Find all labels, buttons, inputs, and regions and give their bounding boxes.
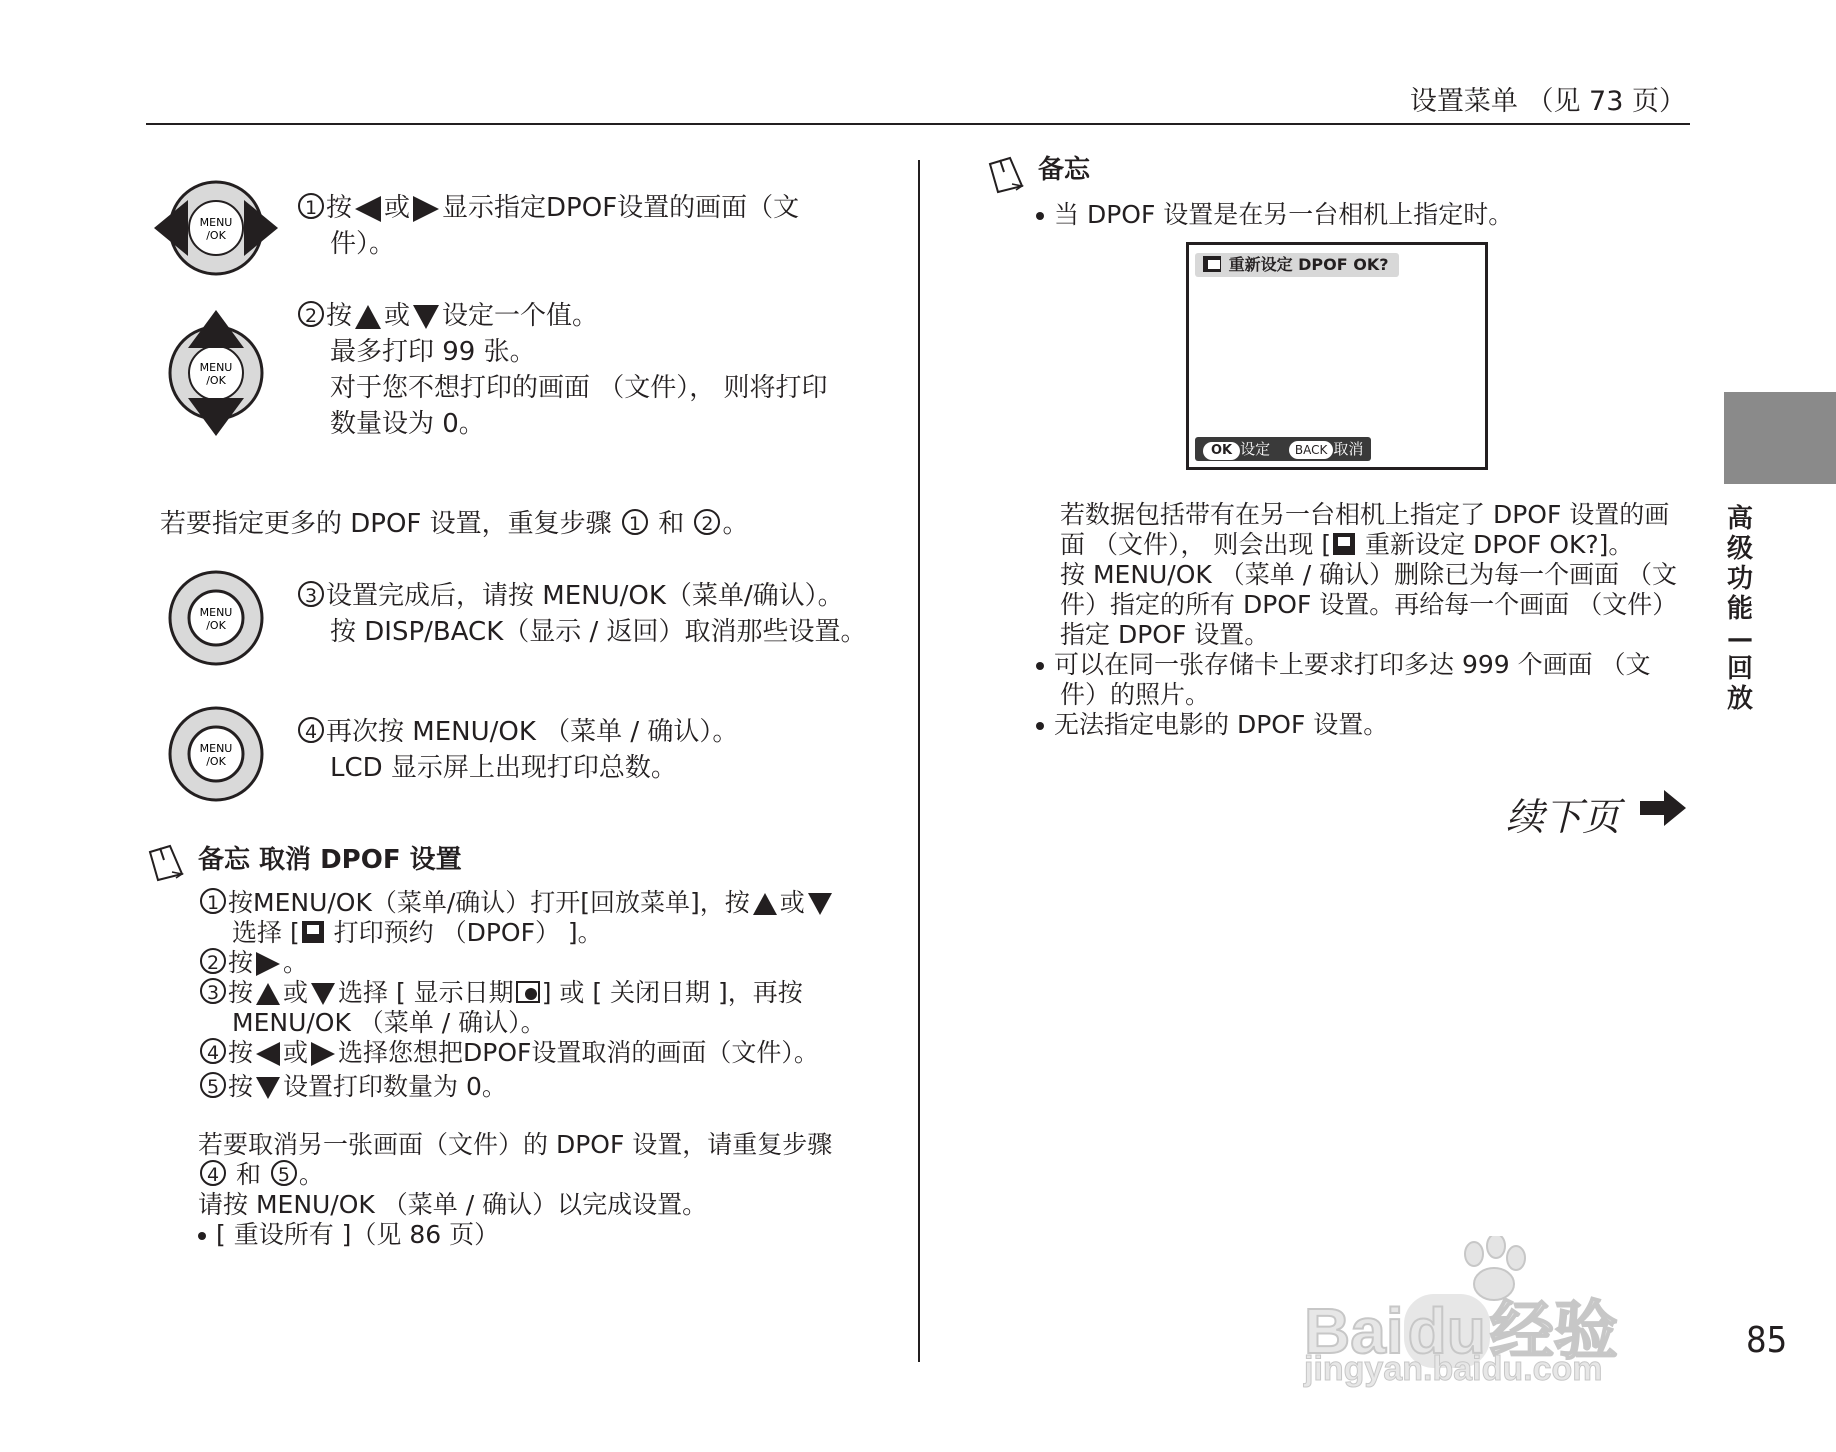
header-title: 设置菜单 （见 73 页） xyxy=(1409,86,1686,117)
step-3-line-2: 按 DISP/BACK（显示 / 返回）取消那些设置。 xyxy=(330,617,867,647)
memo-para-2: 4 和 5 。 xyxy=(198,1160,324,1190)
continue-label: 续下页 xyxy=(1506,795,1621,839)
up-arrow-icon xyxy=(355,305,381,329)
right-para-line-4: 件）指定的所有 DPOF 设置。再给每一个画面 （文件） xyxy=(1060,590,1678,619)
right-bullet-2: 可以在同一张存储卡上要求打印多达 999 个画面 （文 xyxy=(1036,650,1651,680)
date-icon xyxy=(516,981,540,1003)
right-memo-title: 备忘 xyxy=(1038,155,1091,185)
step-number: 4 xyxy=(298,717,324,743)
memo-title: 备忘 取消 DPOF 设置 xyxy=(198,845,462,875)
memo-step-3-line-2: MENU/OK （菜单 / 确认）。 xyxy=(232,1008,546,1037)
lcd-footer: OK 设定 BACK 取消 xyxy=(1195,437,1371,461)
bullet xyxy=(1036,722,1044,730)
bullet xyxy=(1036,662,1044,670)
svg-text:MENU: MENU xyxy=(199,216,233,229)
memo-step-2: 2 按 。 xyxy=(198,948,308,978)
bullet xyxy=(198,1232,206,1240)
right-arrow-icon xyxy=(413,196,439,222)
repeat-instruction: 若要指定更多的 DPOF 设置，重复步骤 1 和 2 。 xyxy=(160,509,749,539)
memo-para-1: 若要取消另一张画面（文件）的 DPOF 设置，请重复步骤 xyxy=(198,1130,833,1159)
column-divider xyxy=(918,160,920,1362)
memo-note-icon xyxy=(986,154,1026,194)
down-arrow-icon xyxy=(256,1077,280,1099)
down-arrow-icon xyxy=(808,893,832,915)
memo-step-1-line-1: 1 按MENU/OK（菜单/确认）打开[回放菜单]，按 或 xyxy=(198,888,835,918)
right-bullet-2-cont: 件）的照片。 xyxy=(1060,680,1211,709)
right-para-line-5: 指定 DPOF 设置。 xyxy=(1060,620,1270,649)
watermark-url: jingyan.baidu.com xyxy=(1304,1350,1603,1388)
bullet xyxy=(1036,212,1044,220)
memo-step-3-line-1: 3 按 或 选择 [ 显示日期 ] 或 [ 关闭日期 ]，再按 xyxy=(198,978,803,1008)
page-number: 85 xyxy=(1746,1320,1788,1361)
memo-step-4: 4 按 或 选择您想把DPOF设置取消的画面（文件）。 xyxy=(198,1038,819,1068)
step-1-line-2: 件）。 xyxy=(330,229,396,259)
step-number: 1 xyxy=(298,193,324,219)
memo-para-3: 请按 MENU/OK （菜单 / 确认）以完成设置。 xyxy=(198,1190,708,1219)
memo-step-5: 5 按 设置打印数量为 0。 xyxy=(198,1072,507,1102)
svg-text:/OK: /OK xyxy=(206,229,226,242)
print-order-icon xyxy=(1333,533,1355,555)
dpad-up-down-icon xyxy=(166,308,266,438)
step-3-line-1: 3 设置完成后，请按 MENU/OK（菜单/确认）。 xyxy=(296,578,844,614)
step-4-line-1: 4 再次按 MENU/OK （菜单 / 确认）。 xyxy=(296,714,738,750)
down-arrow-icon xyxy=(413,305,439,329)
print-order-icon xyxy=(302,921,324,943)
arrow-right-icon xyxy=(1640,790,1686,826)
step-number: 2 xyxy=(298,301,324,327)
memo-bullet-reset: [ 重设所有 ]（见 86 页） xyxy=(198,1220,499,1250)
dpad-menu-ok-icon xyxy=(166,568,266,668)
right-arrow-icon xyxy=(256,952,280,976)
step-2-line-4: 数量设为 0。 xyxy=(330,409,485,439)
down-arrow-icon xyxy=(311,983,335,1005)
svg-text:MENU: MENU xyxy=(199,742,233,755)
header-rule xyxy=(146,123,1690,125)
step-2-line-2: 最多打印 99 张。 xyxy=(330,337,536,367)
ok-key-icon: OK xyxy=(1203,442,1240,460)
step-2-line-1: 2 按 或 设定一个值。 xyxy=(296,298,598,334)
back-key-icon: BACK xyxy=(1289,441,1333,459)
svg-text:/OK: /OK xyxy=(206,374,226,387)
dpad-left-right-icon xyxy=(150,178,282,278)
left-arrow-icon xyxy=(355,196,381,222)
lcd-banner: 重新设定 DPOF OK? xyxy=(1195,253,1399,277)
right-arrow-icon xyxy=(311,1042,335,1066)
up-arrow-icon xyxy=(256,983,280,1005)
up-arrow-icon xyxy=(753,893,777,915)
step-1-line-1: 1 按 或 显示指定DPOF设置的画面（文 xyxy=(296,190,799,226)
svg-text:/OK: /OK xyxy=(206,619,226,632)
svg-text:MENU: MENU xyxy=(199,361,233,374)
svg-text:MENU: MENU xyxy=(199,606,233,619)
right-para-line-3: 按 MENU/OK （菜单 / 确认）删除已为每一个画面 （文 xyxy=(1060,560,1678,589)
memo-step-1-line-2: 选择 [ 打印预约 （DPOF） ]。 xyxy=(232,918,603,947)
print-order-icon xyxy=(1203,256,1221,272)
side-tab-label: 高 级 功 能 — 回 放 xyxy=(1726,504,1753,714)
memo-note-icon xyxy=(146,842,186,882)
left-arrow-icon xyxy=(256,1042,280,1066)
svg-text:/OK: /OK xyxy=(206,755,226,768)
step-number: 3 xyxy=(298,581,324,607)
right-bullet-1: 当 DPOF 设置是在另一台相机上指定时。 xyxy=(1036,200,1513,230)
right-para-line-1: 若数据包括带有在另一台相机上指定了 DPOF 设置的画 xyxy=(1060,500,1670,529)
baidu-watermark xyxy=(1304,1236,1724,1388)
step-4-line-2: LCD 显示屏上出现打印总数。 xyxy=(330,753,677,783)
step-2-line-3: 对于您不想打印的画面 （文件）， 则将打印 xyxy=(330,373,828,403)
watermark-brand: Baidu经验 xyxy=(1304,1295,1618,1367)
side-tab xyxy=(1724,392,1836,484)
right-para-line-2: 面 （文件）， 则会出现 [ 重新设定 DPOF OK?]。 xyxy=(1060,530,1634,559)
dpad-menu-ok-icon xyxy=(166,704,266,804)
lcd-screen xyxy=(1186,242,1488,470)
right-bullet-3: 无法指定电影的 DPOF 设置。 xyxy=(1036,710,1388,740)
